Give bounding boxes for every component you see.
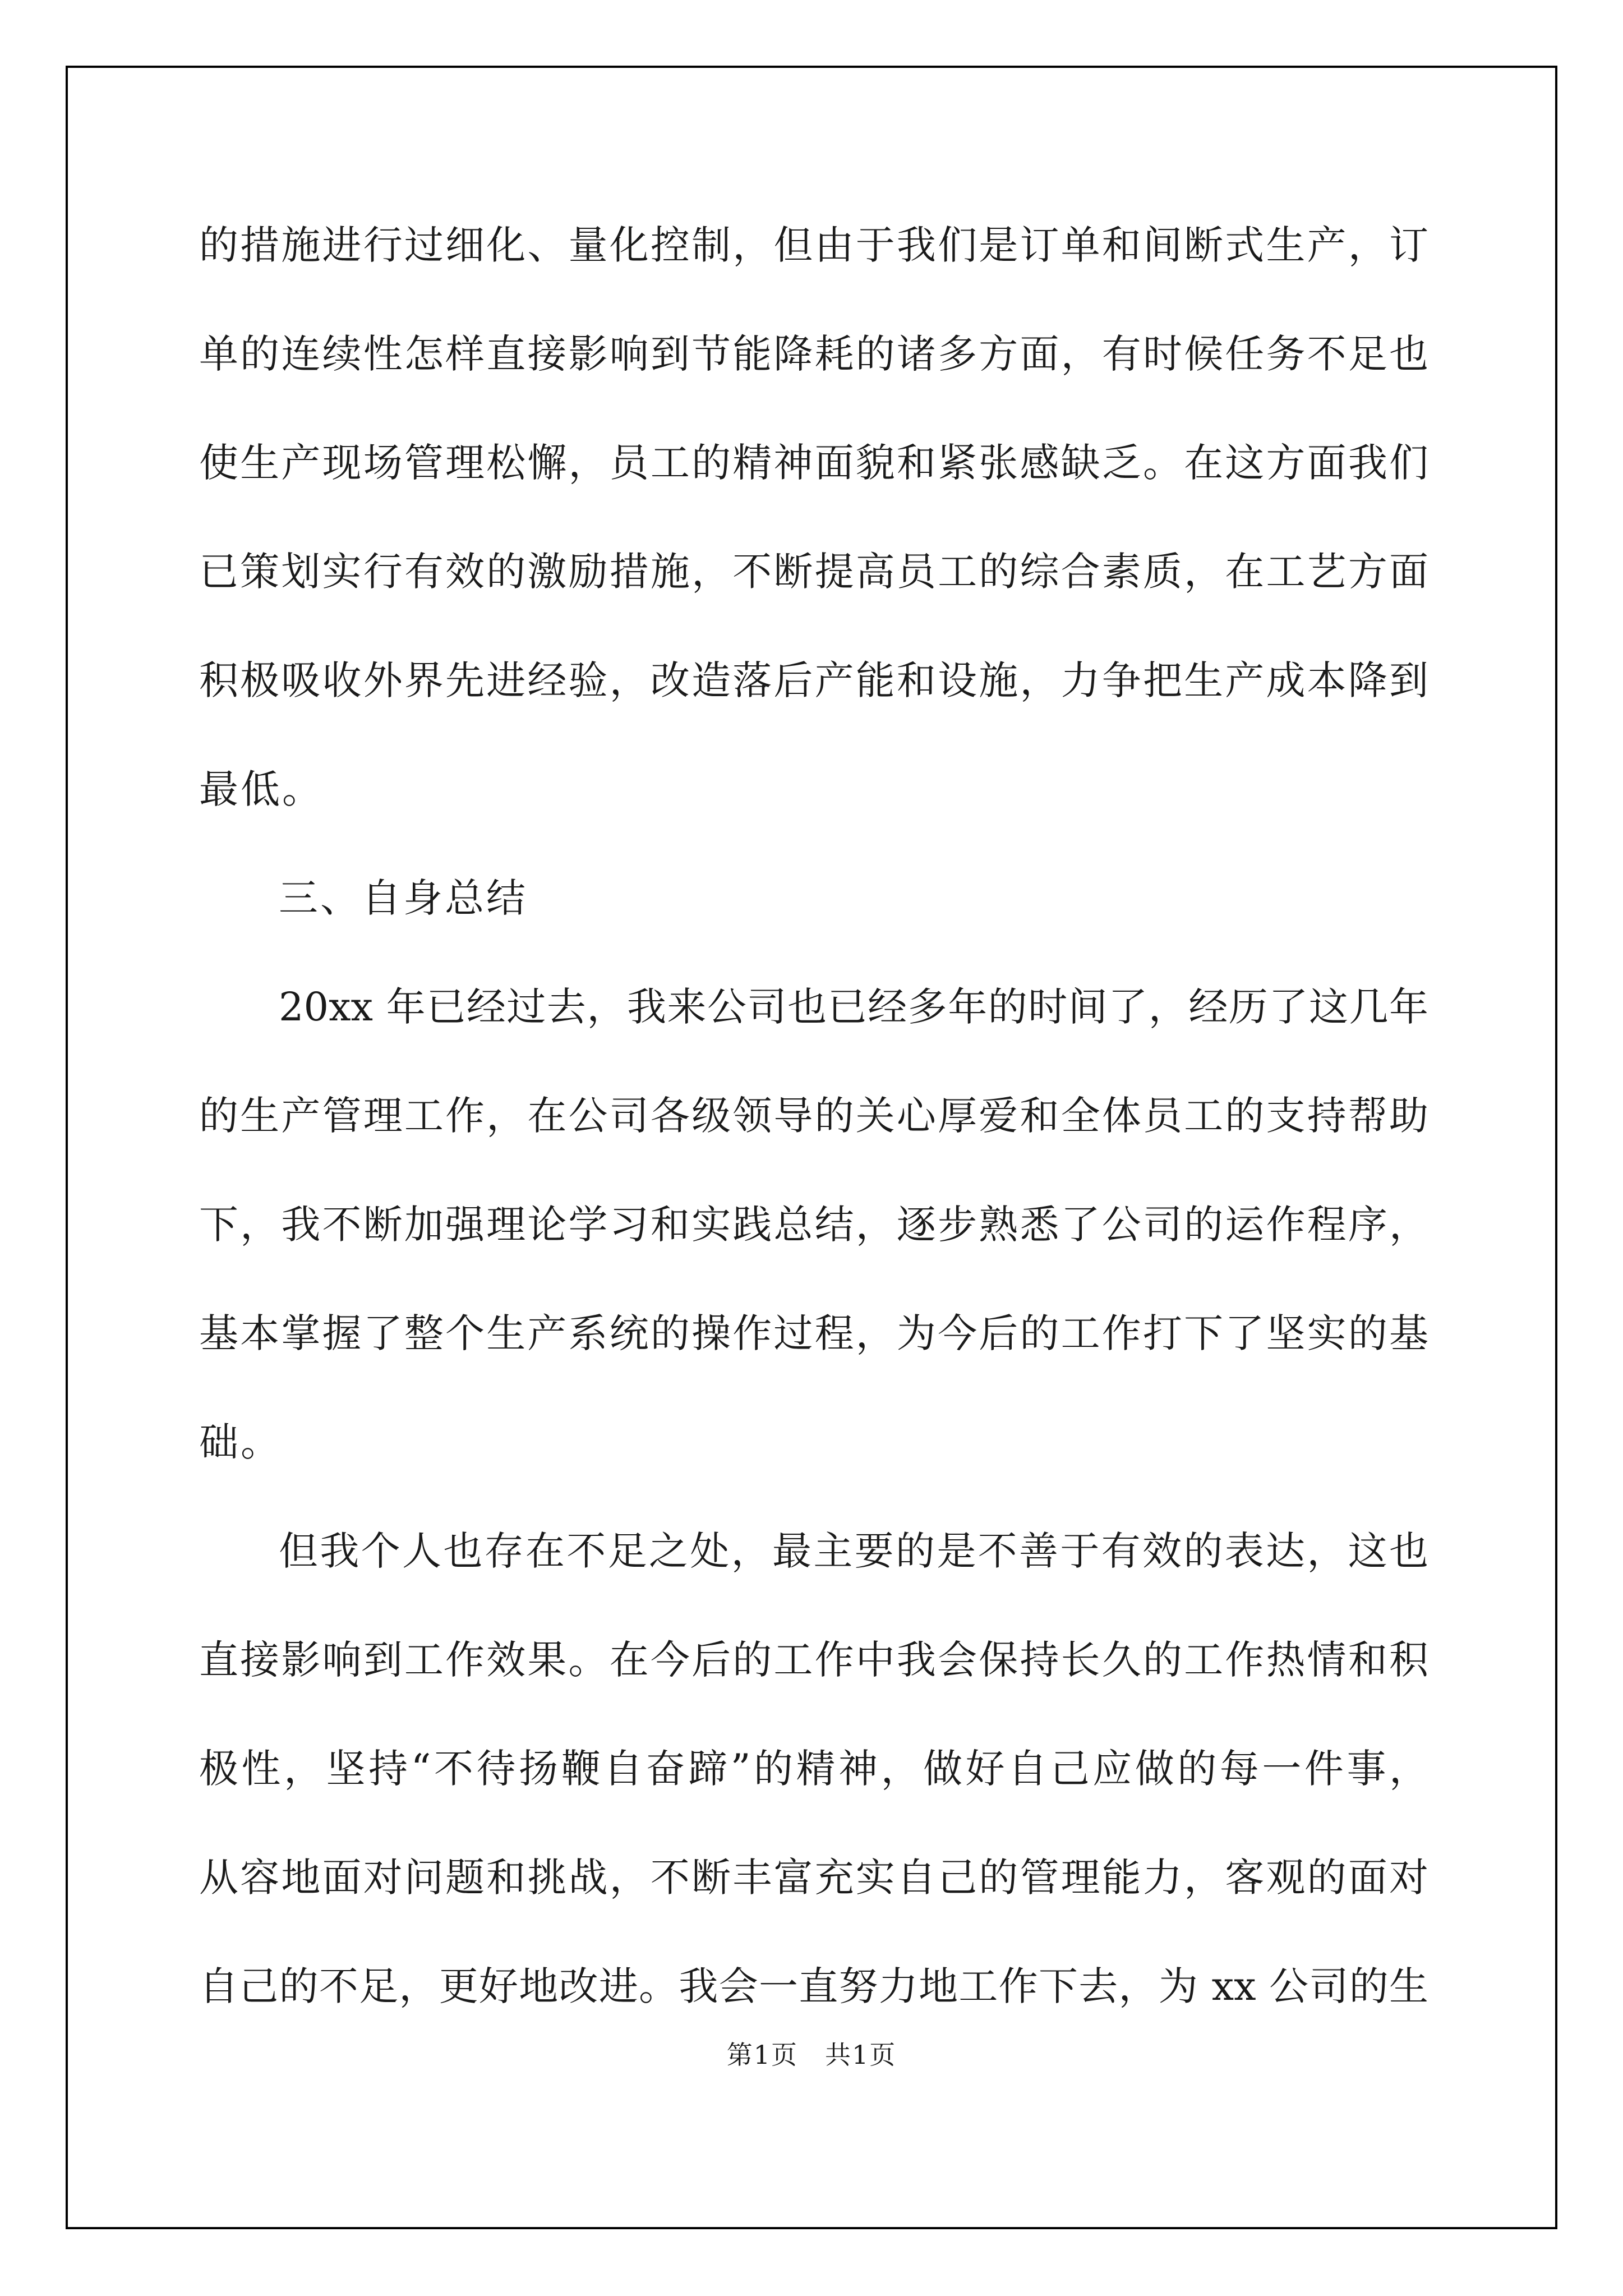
body-line-5: 积极吸收外界先进经验，改造落后产能和设施，力争把生产成本降到	[199, 657, 1428, 703]
body-line-17: 自己的不足，更好地改进。我会一直努力地工作下去，为 xx 公司的生	[199, 1963, 1428, 2009]
body-line-8: 20xx 年已经过去，我来公司也已经多年的时间了，经历了这几年	[279, 984, 1428, 1030]
page-border	[66, 66, 1557, 2229]
body-line-9: 的生产管理工作，在公司各级领导的关心厚爱和全体员工的支持帮助	[199, 1093, 1428, 1139]
body-line-6: 最低。	[199, 766, 324, 812]
body-line-3: 使生产现场管理松懈，员工的精神面貌和紧张感缺乏。在这方面我们	[199, 440, 1428, 486]
page-number-footer: 第1页 共1页	[726, 2040, 897, 2070]
body-line-11: 基本掌握了整个生产系统的操作过程，为今后的工作打下了坚实的基	[199, 1310, 1428, 1356]
body-line-4: 已策划实行有效的激励措施，不断提高员工的综合素质，在工艺方面	[199, 549, 1428, 595]
body-line-16: 从容地面对问题和挑战，不断丰富充实自己的管理能力，客观的面对	[199, 1855, 1428, 1901]
body-line-14: 直接影响到工作效果。在今后的工作中我会保持长久的工作热情和积	[199, 1637, 1428, 1683]
section-heading: 三、自身总结	[279, 875, 528, 921]
body-line-10: 下，我不断加强理论学习和实践总结，逐步熟悉了公司的运作程序，	[199, 1202, 1428, 1248]
body-line-15: 极性，坚持“不待扬鞭自奋蹄”的精神，做好自己应做的每一件事，	[199, 1746, 1428, 1792]
body-line-2: 单的连续性怎样直接影响到节能降耗的诸多方面，有时候任务不足也	[199, 331, 1428, 377]
body-line-13: 但我个人也存在不足之处，最主要的是不善于有效的表达，这也	[279, 1528, 1428, 1574]
body-line-1: 的措施进行过细化、量化控制，但由于我们是订单和间断式生产，订	[199, 222, 1428, 268]
body-line-12: 础。	[199, 1419, 282, 1465]
